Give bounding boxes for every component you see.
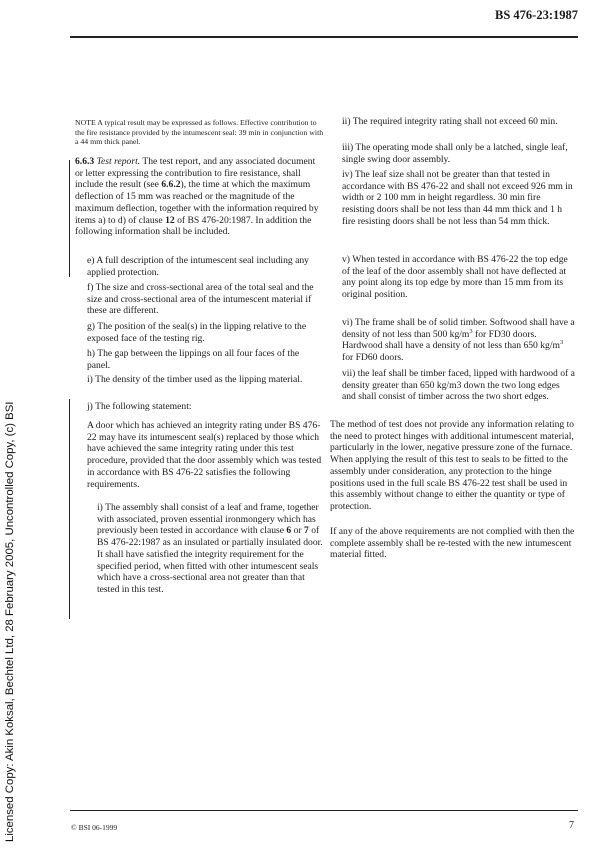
standard-number: BS 476-23:1987 (495, 8, 578, 22)
clause-reference: 7 (304, 525, 309, 537)
list-item-i: i) The density of the timber used as the lipping material. (87, 374, 303, 385)
requirement-vi (342, 317, 575, 364)
header-rule (70, 36, 578, 38)
requirement-text: i) The assembly shall consist of a leaf and frame, together with associated, proven essential ironmongery which has previously been tested in accordance with clause (97, 502, 319, 537)
retest-paragraph: If any of the above requirements are not complied with then the complete assembly shall be re-tested with the new intumescent material fitted. (330, 526, 575, 561)
requirement-text: or (293, 525, 302, 537)
requirement-i (97, 502, 323, 596)
clause-text: ), the time at which the maximum deflection of 15 mm was reached or the magnitude of the maximum deflection, together with the information required by items a) to d) of clause (75, 179, 319, 226)
change-bar (69, 399, 70, 619)
clause-text: The test report, and any associated document or letter expressing the contribution to fire resistance, shall include the result (see (75, 156, 316, 191)
change-bar (69, 160, 70, 277)
requirement-v: v) When tested in accordance with BS 476-22 the top edge of the leaf of the door assembly shall not have deflected at any point along its top edge by more than 15 mm from its original position. (342, 254, 568, 301)
license-watermark: Licensed Copy: Akin Koksal, Bechtel Ltd, 28 February 2005, Uncontrolled Copy, (c) BSI (4, 401, 16, 842)
clause-reference: 12 (165, 214, 175, 226)
list-item-g: g) The position of the seal(s) in the lipping relative to the exposed face of the testing rig. (87, 321, 307, 344)
superscript: 3 (559, 339, 564, 347)
list-item-j: j) The following statement: (87, 401, 192, 412)
superscript: 3 (469, 327, 473, 335)
footer-copyright: © BSI 06-1999 (71, 823, 118, 832)
requirement-text: of BS 476-22:1987 as an insulated or partially insulated door. It shall have satisfied the integrity requirement for the specified period, when fitted with other intumescent seals which have a cross-sectional area not greater than that tested in this test. (97, 525, 323, 595)
requirement-text: vi) The frame shall be of solid timber. Softwood shall have a density of not less than 500 kg/m (342, 317, 575, 340)
clause-reference: 6.6.2 (161, 179, 181, 191)
requirement-vii: vii) the leaf shall be timber faced, lipped with hardwood of a density greater than 650 kg/m3 down the two long edges and shall consist of timber across the two short edges. (342, 368, 575, 403)
note-paragraph: NOTE A typical result may be expressed as follows. Effective contribution to the fire resistance provided by the intumescent seal: 39 min in conjunction with a 44 mm thick panel. (75, 118, 324, 147)
requirement-text: for FD60 doors. (342, 352, 404, 364)
clause-6-6-3 (75, 156, 323, 238)
requirement-text: for FD30 doors. Hardwood shall have a density of not less than 650 kg/m (342, 328, 560, 352)
footer-rule (70, 810, 578, 811)
clause-text: of BS 476-20:1987. In addition the following information shall be included. (75, 214, 312, 238)
hinge-protection-paragraph: The method of test does not provide any information relating to the need to protect hinges with additional intumescent material, particularly in the lower, negative pressure zone of the furnace. When applying the result of this test to seals to be fitted to the assembly under consideration, any protection to the hinge positions used in the full scale BS 476-22 test shall be used in this assembly without change to either the quantity or type of protection. (330, 419, 575, 512)
page-number: 7 (569, 820, 574, 831)
list-item-e: e) A full description of the intumescent seal including any applied protection. (87, 255, 309, 278)
clause-reference: 6 (286, 525, 292, 537)
statement-paragraph: A door which has achieved an integrity rating under BS 476-22 may have its intumescent seal(s) replaced by those which have achieved the same integrity rating under this test procedure, provided that the door assembly which was tested in accordance with BS 476-22 satisfies the following requirements. (87, 420, 322, 490)
clause-number: 6.6.3 (75, 156, 95, 167)
requirement-ii: ii) The required integrity rating shall not exceed 60 min. (342, 116, 558, 127)
list-item-h: h) The gap between the lippings on all four faces of the panel. (87, 348, 300, 371)
clause-title: Test report. (96, 156, 141, 167)
requirement-iv: iv) The leaf size shall not be greater than that tested in accordance with BS 476-22 and shall not exceed 926 mm in width or 2 100 mm in height regardless. 30 min fire resisting doors shall be not less than 44 mm thick and 1 h fire resisting doors shall be not less than 54 mm thick. (342, 169, 573, 227)
list-item-f: f) The size and cross-sectional area of the total seal and the size and cross-sectional area of the intumescent material if these are different. (87, 282, 314, 317)
requirement-iii: iii) The operating mode shall only be a latched, single leaf, single swing door assembly. (342, 142, 568, 165)
